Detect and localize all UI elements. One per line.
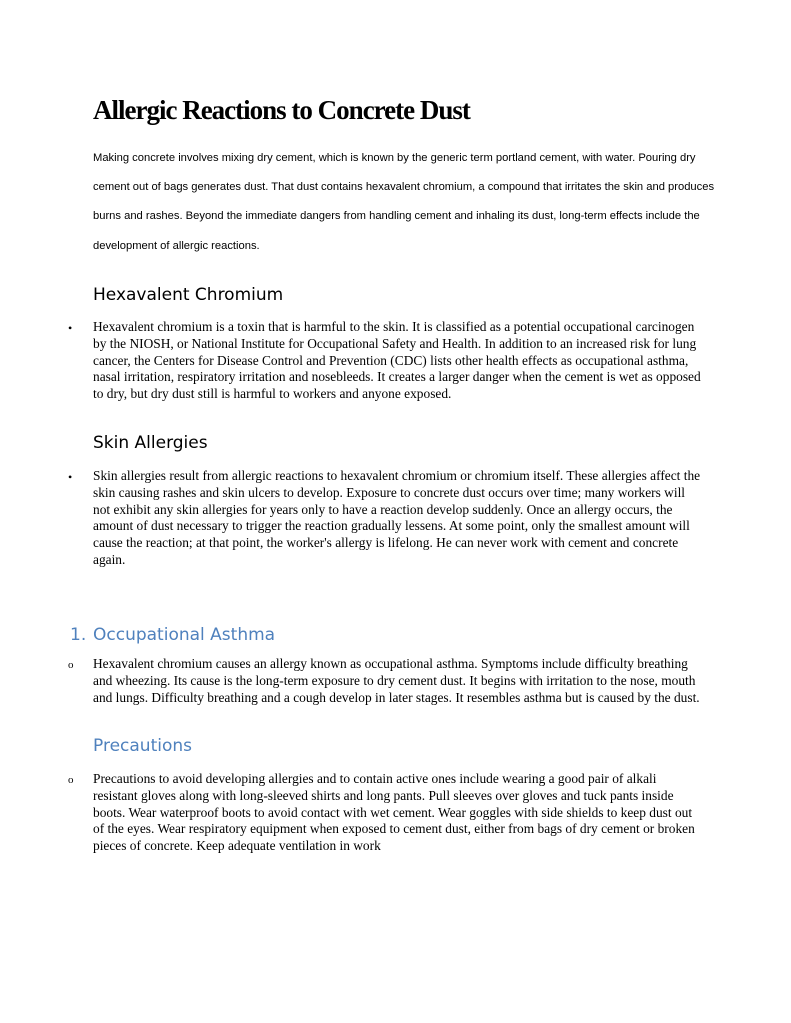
bullet-marker: o xyxy=(68,774,74,786)
paragraph-hexavalent-chromium: Hexavalent chromium is a toxin that is harmful to the skin. It is classified as a potential occupational carcinogen by the NIOSH, or National Institute for Occupational Safety and Health. In addition to an increased risk for lung cancer, the Centers for Disease Control and Prevention (CDC) lists other health effects as occupational asthma, nasal irritation, respiratory irritation and nosebleeds. It creates a larger danger when the cement is wet as opposed to dry, but dry dust still is harmful to workers and anyone exposed. xyxy=(93,319,701,402)
paragraph-precautions: Precautions to avoid developing allergies and to contain active ones include wearing a good pair of alkali resistant gloves along with long-sleeved shirts and long pants. Pull sleeves over gloves and tuck pants inside boots. Wear waterproof boots to avoid contact with wet cement. Wear goggles with side shields to keep dust out of the eyes. Wear respiratory equipment when exposed to cement dust, either from bags of dry cement or broken pieces of concrete. Keep adequate ventilation in work xyxy=(93,771,695,854)
paragraph-skin-allergies: Skin allergies result from allergic reactions to hexavalent chromium or chromium itself. These allergies affect the skin causing rashes and skin ulcers to develop. Exposure to concrete dust occurs over time; many workers will not exhibit any skin allergies for years only to have a reaction develop suddenly. Once an allergy occurs, the amount of dust necessary to trigger the reaction gradually lessens. At some point, only the smallest amount will cause the reaction; at that point, the worker's allergy is lifelong. He can never work with cement and concrete again. xyxy=(93,468,701,567)
intro-paragraph: Making concrete involves mixing dry cement, which is known by the generic term portland cement, with water. Pouring dry cement out of bags generates dust. That dust contains hexavalent chromium, a compound that irritates the skin and produces burns and rashes. Beyond the immediate dangers from handling cement and inhaling its dust, long-term effects include the development of allergic reactions. xyxy=(93,152,715,252)
bullet-marker: o xyxy=(68,659,74,671)
document-title: Allergic Reactions to Concrete Dust xyxy=(93,95,470,125)
heading-precautions: Precautions xyxy=(93,736,192,756)
heading-hexavalent-chromium: Hexavalent Chromium xyxy=(93,285,284,305)
heading-skin-allergies: Skin Allergies xyxy=(93,433,208,453)
paragraph-occupational-asthma: Hexavalent chromium causes an allergy known as occupational asthma. Symptoms include difficulty breathing and wheezing. Its cause is the long-term exposure to dry cement dust. It begins with irritation to the nose, mouth and lungs. Difficulty breathing and a cough develop in later stages. It resembles asthma but is caused by the dust. xyxy=(93,656,700,705)
bullet-marker: • xyxy=(68,470,73,484)
list-number: 1. xyxy=(70,625,87,645)
bullet-marker: • xyxy=(68,321,73,335)
heading-occupational-asthma: Occupational Asthma xyxy=(93,625,276,645)
